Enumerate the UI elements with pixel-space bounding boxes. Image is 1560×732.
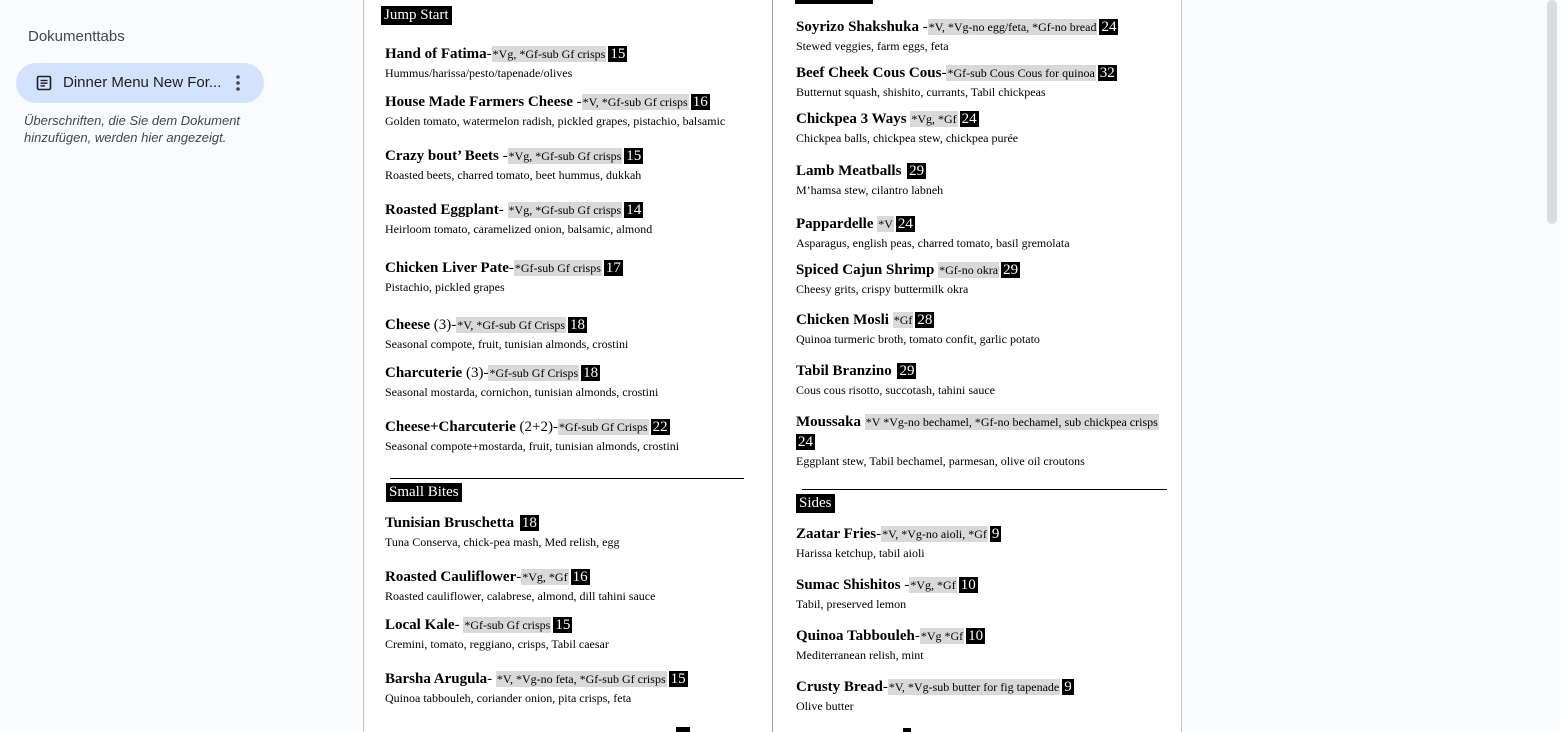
menu-item	[796, 575, 978, 612]
menu-item-description: Cremini, tomato, reggiano, crisps, Tabil caesar	[385, 637, 609, 651]
menu-item-name: Hand of Fatima	[385, 46, 487, 62]
price-badge: 24	[961, 111, 977, 127]
menu-item-separator: -	[516, 569, 522, 585]
menu-item-separator	[892, 363, 896, 379]
document-tab-label: Dinner Menu New For...	[63, 74, 222, 91]
menu-item-separator: -	[900, 577, 910, 593]
menu-item-description: Harissa ketchup, tabil aioli	[796, 546, 925, 560]
menu-item-name: Quinoa Tabbouleh	[796, 628, 915, 644]
dietary-note: *Vg *Gf	[920, 629, 964, 643]
price-badge: 9	[991, 526, 1000, 542]
price-badge: 15	[610, 46, 626, 62]
price-badge: 22	[652, 419, 668, 435]
menu-item-description: Tuna Conserva, chick-pea mash, Med relish, egg	[385, 535, 620, 549]
dietary-note: *Gf-sub Cous Cous for quinoa	[947, 66, 1095, 80]
menu-item-separator: -	[876, 526, 882, 542]
price-badge-cut	[676, 727, 690, 732]
dietary-note: *Vg, *Gf-sub Gf crisps	[508, 203, 622, 217]
dietary-note: *Vg, *Gf	[910, 578, 956, 592]
dietary-note: *Vg, *Gf	[522, 570, 568, 584]
price-badge: 18	[521, 515, 537, 531]
menu-item	[385, 146, 643, 183]
menu-item-separator: -	[914, 628, 920, 644]
dietary-note: *Gf-sub Gf Crisps	[489, 366, 579, 380]
sidebar-hint: Überschriften, die Sie dem Dokument hinzufügen, werden hier angezeigt.	[24, 113, 241, 145]
menu-item-description: Cheesy grits, crispy buttermilk okra	[796, 282, 969, 296]
menu-item	[385, 363, 658, 400]
price-badge: 15	[626, 148, 642, 164]
menu-item-description: Seasonal mostarda, cornichon, tunisian almonds, crostini	[385, 385, 659, 399]
price-badge: 9	[1064, 679, 1072, 695]
dietary-note: *V, *Vg-no egg/feta, *Gf-no bread	[928, 20, 1097, 34]
dietary-note: *V, *Vg-no feta, *Gf-sub Gf crisps	[496, 672, 666, 686]
menu-item-separator: -	[882, 679, 888, 695]
menu-item-name: Moussaka	[796, 414, 862, 430]
menu-item-separator: -	[486, 46, 492, 62]
price-badge: 10	[968, 628, 984, 644]
menu-item-separator	[901, 163, 905, 179]
dietary-note: *V, *Vg-sub butter for fig tapenade	[888, 680, 1060, 694]
dietary-note: *V	[878, 217, 893, 231]
price-badge: 24	[1101, 19, 1117, 35]
dietary-note: *Vg, *Gf	[911, 112, 957, 126]
menu-item	[796, 310, 1040, 347]
menu-item-name: Crazy bout’ Beets	[385, 148, 499, 164]
menu-item-separator: -	[454, 617, 464, 633]
price-badge: 17	[605, 260, 621, 276]
menu-item-name: Charcuterie	[385, 365, 463, 381]
dietary-note: *Vg, *Gf-sub Gf crisps	[492, 47, 606, 61]
menu-item-name: Tabil Branzino	[796, 363, 892, 379]
menu-item	[385, 567, 655, 604]
menu-item-description: Eggplant stew, Tabil bechamel, parmesan, olive oil croutons	[796, 454, 1085, 468]
menu-item-description: Mediterranean relish, mint	[796, 648, 924, 662]
menu-item-separator: (3)-	[430, 317, 457, 333]
menu-item	[796, 361, 995, 398]
menu-item-separator: -	[918, 19, 928, 35]
menu-item	[385, 513, 620, 550]
dietary-note: *V, *Gf-sub Gf Crisps	[457, 318, 566, 332]
price-badge-cut	[903, 728, 911, 732]
menu-item-separator: -	[487, 671, 496, 687]
menu-item-description: Quinoa tabbouleh, coriander onion, pita crisps, feta	[385, 691, 632, 705]
menu-item-name: Soyrizo Shakshuka	[796, 19, 919, 35]
sidebar-title: Dokumenttabs	[28, 28, 125, 45]
menu-item-name: Local Kale	[385, 617, 455, 633]
price-badge: 29	[909, 163, 925, 179]
menu-item-name: Roasted Eggplant	[385, 202, 499, 218]
price-badge: 16	[572, 569, 588, 585]
menu-item	[796, 161, 943, 198]
dietary-note: *V, *Vg-no aioli, *Gf	[882, 527, 987, 541]
price-badge: 16	[692, 94, 708, 110]
price-badge: 18	[570, 317, 586, 333]
menu-item-name: Tunisian Bruschetta	[385, 515, 515, 531]
menu-item-separator: -	[498, 148, 508, 164]
menu-item	[385, 669, 688, 706]
menu-item-name: Pappardelle	[796, 216, 874, 232]
dietary-note: *V *Vg-no bechamel, *Gf-no bechamel, sub chickpea crisps	[865, 415, 1158, 429]
document-tab[interactable]	[16, 63, 264, 103]
menu-item-moussaka	[796, 412, 1166, 469]
menu-item-name: Barsha Arugula	[385, 671, 488, 687]
menu-item-name: Chicken Mosli	[796, 312, 889, 328]
section-header-sides: Sides	[796, 494, 835, 513]
section-header-jump-start: Jump Start	[381, 6, 452, 25]
price-badge: 32	[1099, 65, 1115, 81]
menu-item-description: Heirloom tomato, caramelized onion, balsamic, almond	[385, 222, 653, 236]
menu-item	[796, 214, 1070, 251]
menu-item-separator	[514, 515, 518, 531]
menu-item-description: Asparagus, english peas, charred tomato, basil gremolata	[796, 236, 1070, 250]
dietary-note: *V, *Gf-sub Gf crisps	[582, 95, 688, 109]
menu-item-description: Chickpea balls, chickpea stew, chickpea purée	[796, 131, 1019, 145]
price-badge: 18	[583, 365, 599, 381]
section-header-small-bites: Small Bites	[386, 483, 462, 502]
price-badge: 14	[626, 202, 642, 218]
menu-item	[385, 615, 609, 652]
section-divider	[802, 489, 1167, 490]
dietary-note: *Gf	[893, 313, 913, 327]
menu-item-separator: -	[941, 65, 947, 81]
dietary-note: *Gf-sub Gf crisps	[514, 261, 601, 275]
menu-item-name: Chicken Liver Pate	[385, 260, 509, 276]
dietary-note: *Gf-no okra	[939, 263, 999, 277]
section-header-top-cut	[795, 0, 873, 4]
price-badge: 10	[960, 577, 976, 593]
price-badge: 15	[555, 617, 571, 633]
price-badge: 24	[897, 216, 913, 232]
dietary-note: *Vg, *Gf-sub Gf crisps	[508, 149, 622, 163]
menu-item-description: Tabil, preserved lemon	[796, 597, 907, 611]
dietary-note: *Gf-sub Gf Crisps	[558, 420, 648, 434]
price-badge: 29	[1003, 262, 1019, 278]
menu-item-name: Lamb Meatballs	[796, 163, 902, 179]
menu-item-name: Zaatar Fries	[796, 526, 877, 542]
menu-item-description: Cous cous risotto, succotash, tahini sauce	[796, 383, 995, 397]
menu-item-description: Stewed veggies, farm eggs, feta	[796, 39, 949, 53]
menu-item-description: Roasted beets, charred tomato, beet hummus, dukkah	[385, 168, 642, 182]
menu-item-description: Golden tomato, watermelon radish, pickled grapes, pistachio, balsamic	[385, 114, 726, 128]
menu-item	[796, 17, 1118, 54]
scrollbar-thumb[interactable]	[1547, 0, 1557, 224]
menu-item	[385, 417, 679, 454]
document-icon	[36, 75, 52, 91]
menu-item	[385, 44, 627, 81]
menu-item-name: Spiced Cajun Shrimp	[796, 262, 935, 278]
price-badge: 28	[917, 312, 933, 328]
menu-item	[796, 63, 1117, 100]
menu-item	[796, 109, 1018, 146]
dietary-note: *Gf-sub Gf crisps	[464, 618, 551, 632]
menu-item-name: Sumac Shishitos	[796, 577, 901, 593]
menu-item	[796, 524, 1001, 561]
more-options-icon[interactable]	[226, 71, 250, 95]
menu-item	[385, 258, 623, 295]
menu-item-name: Crusty Bread	[796, 679, 883, 695]
menu-item-name: Roasted Cauliflower	[385, 569, 517, 585]
menu-item-description: Olive butter	[796, 699, 854, 713]
menu-item	[385, 315, 628, 352]
menu-item	[796, 677, 1074, 714]
price-badge: 29	[899, 363, 915, 379]
menu-item-name: Beef Cheek Cous Cous	[796, 65, 942, 81]
price-badge: 15	[670, 671, 686, 687]
menu-item	[385, 200, 652, 237]
menu-item	[796, 260, 1020, 297]
menu-item-description: Seasonal compote+mostarda, fruit, tunisian almonds, crostini	[385, 439, 680, 453]
document-tabs-sidebar	[0, 0, 300, 732]
price-badge: 24	[798, 434, 813, 450]
menu-item-description: Pistachio, pickled grapes	[385, 280, 505, 294]
menu-item-description: Seasonal compote, fruit, tunisian almonds, crostini	[385, 337, 629, 351]
menu-item-separator: -	[498, 202, 508, 218]
menu-item-name: House Made Farmers Cheese	[385, 94, 573, 110]
menu-item	[385, 92, 725, 129]
menu-item-separator: -	[508, 260, 514, 276]
menu-item-separator: (3)-	[462, 365, 489, 381]
menu-item-name: Cheese+Charcuterie	[385, 419, 516, 435]
menu-item-description: M’hamsa stew, cilantro labneh	[796, 183, 944, 197]
menu-item-name: Cheese	[385, 317, 430, 333]
section-divider	[390, 478, 744, 479]
menu-item-description: Hummus/harissa/pesto/tapenade/olives	[385, 66, 573, 80]
menu-item	[796, 626, 985, 663]
menu-item-description: Butternut squash, shishito, currants, Tabil chickpeas	[796, 85, 1046, 99]
menu-item-description: Quinoa turmeric broth, tomato confit, garlic potato	[796, 332, 1040, 346]
menu-item-separator: (2+2)-	[515, 419, 558, 435]
menu-item-description: Roasted cauliflower, calabrese, almond, dill tahini sauce	[385, 589, 656, 603]
menu-item-separator: -	[572, 94, 582, 110]
menu-item-name: Chickpea 3 Ways	[796, 111, 907, 127]
